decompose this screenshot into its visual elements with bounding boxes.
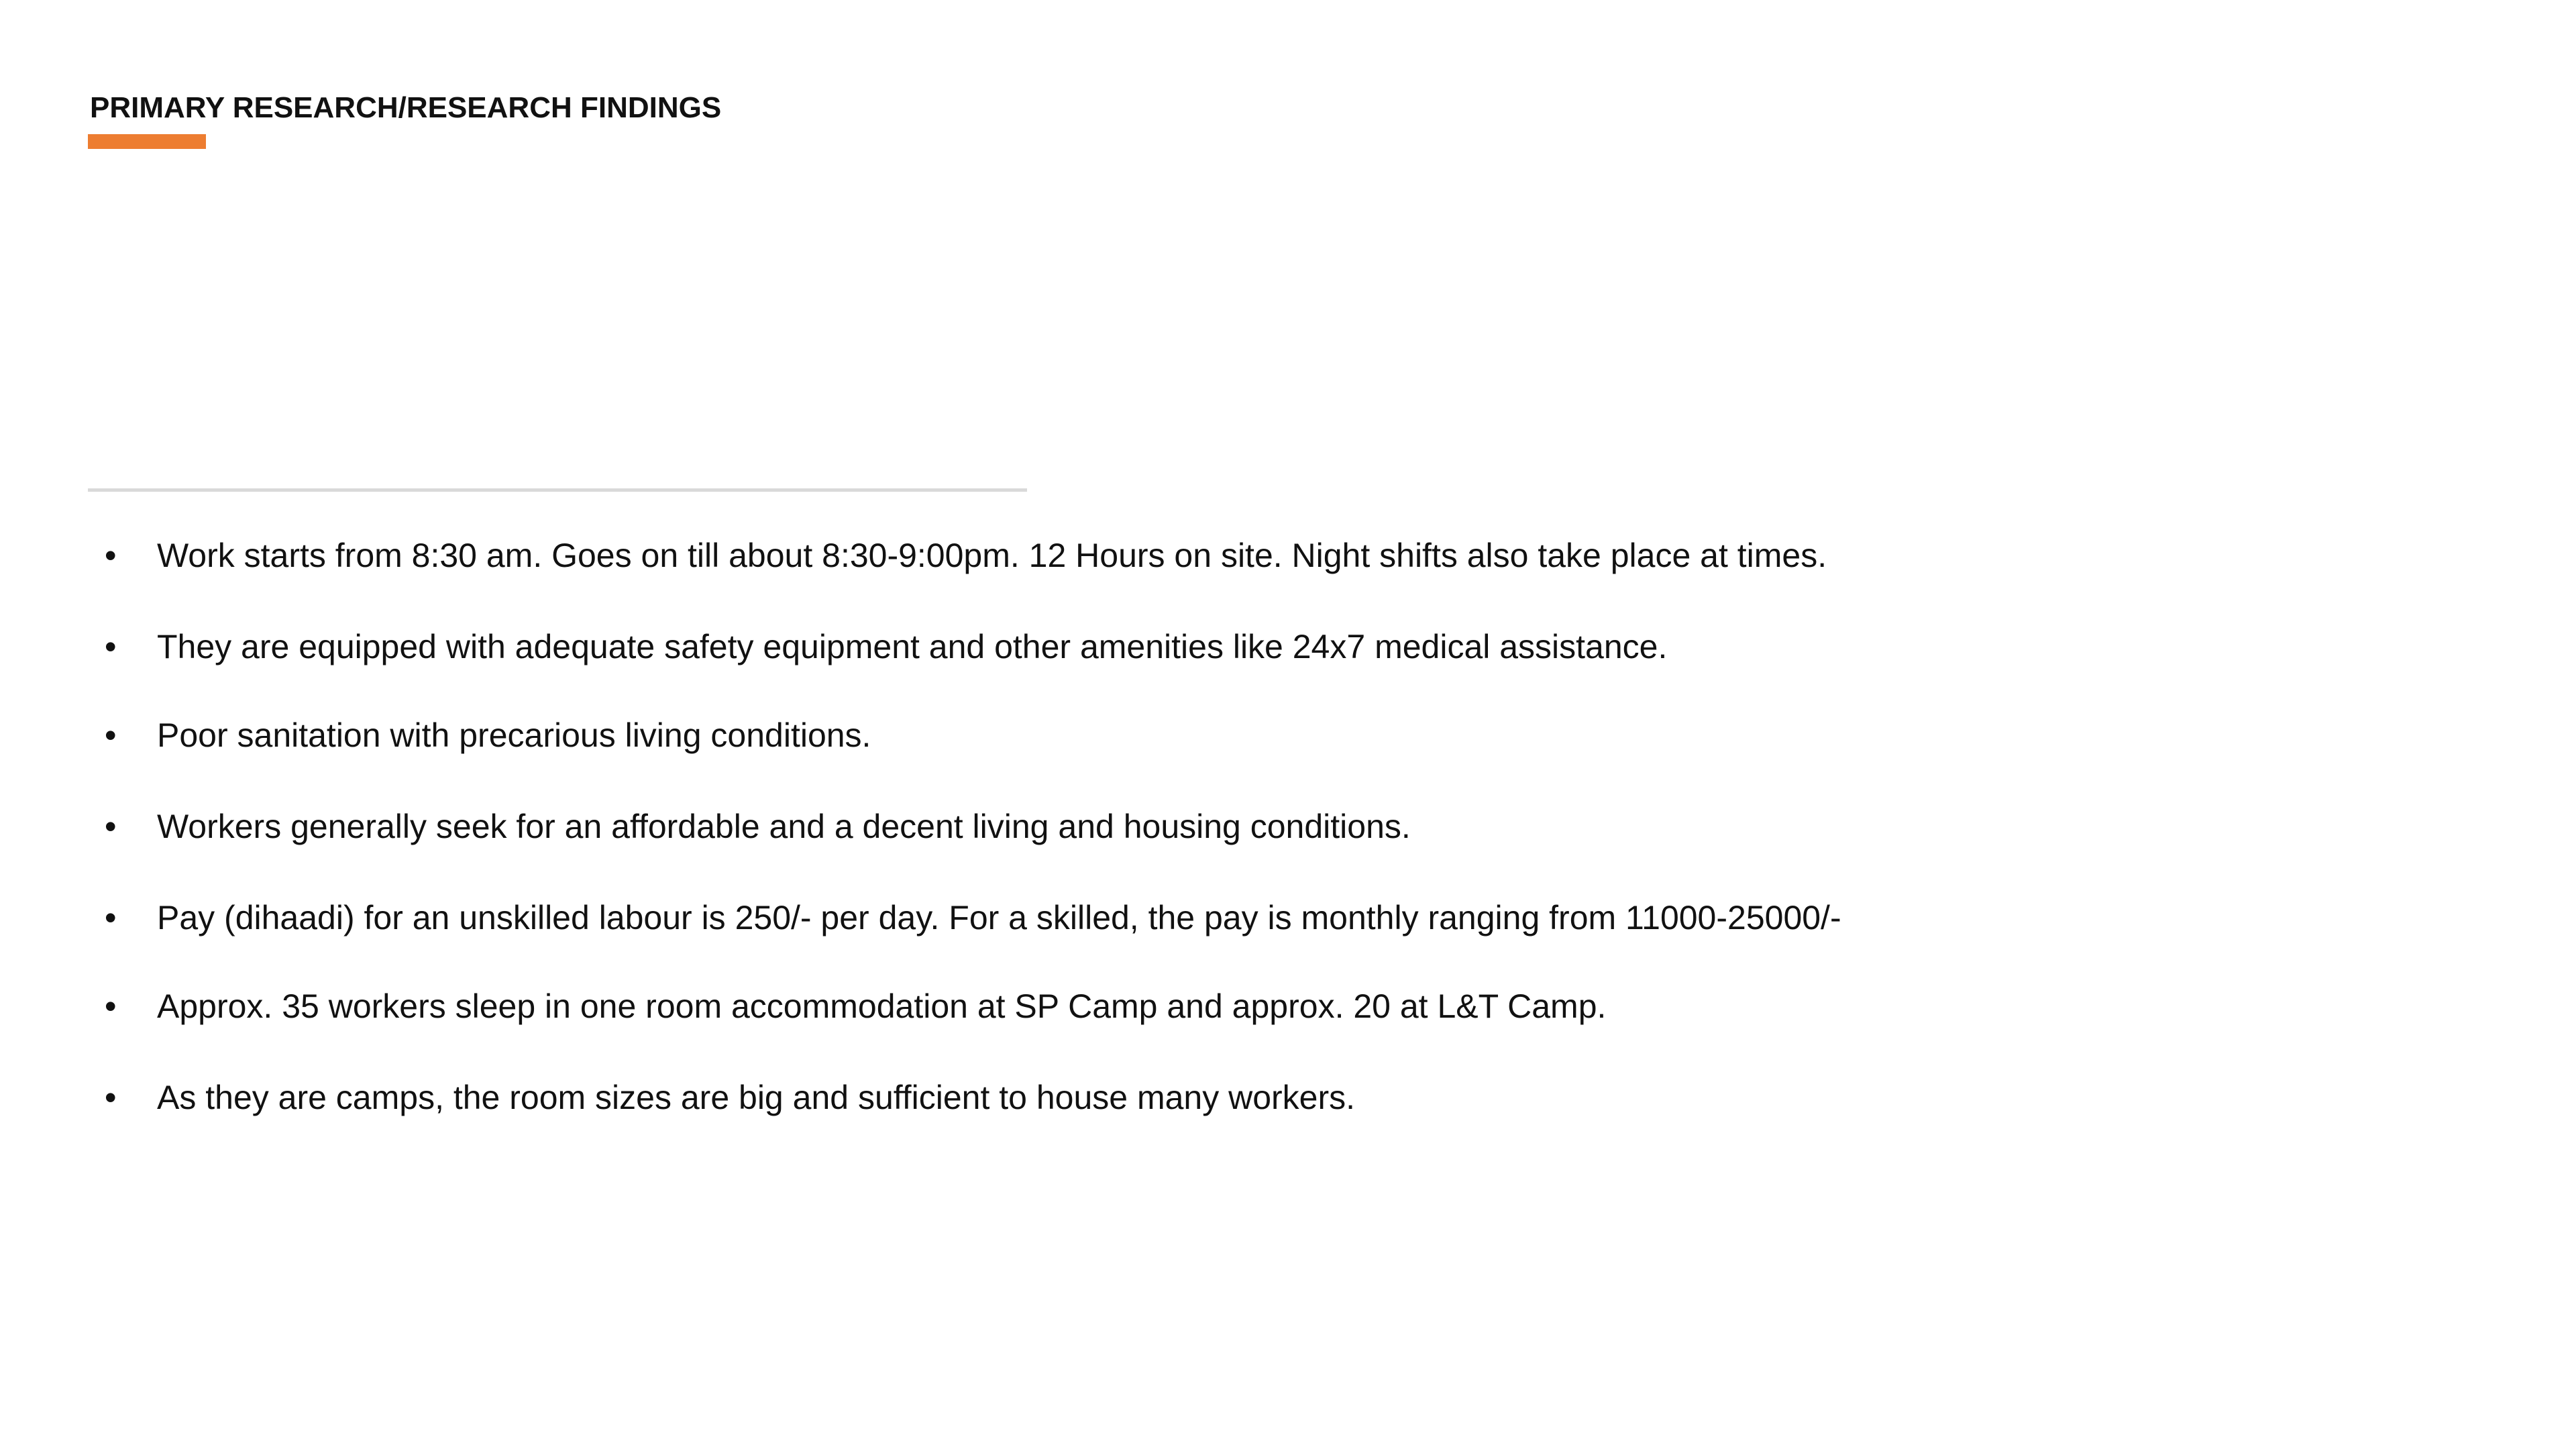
- bullet-icon: •: [105, 537, 117, 574]
- finding-item: [101, 530, 2314, 621]
- finding-item: [101, 621, 2314, 710]
- finding-text: Pay (dihaadi) for an unskilled labour is 250/- per day. For a skilled, the pay is monthly ranging from 11000-25000/-: [157, 899, 1841, 936]
- bullet-icon: •: [105, 899, 117, 936]
- bullet-icon: •: [105, 808, 117, 845]
- finding-item: [101, 981, 2314, 1072]
- findings-list: [101, 530, 2314, 1163]
- finding-text: As they are camps, the room sizes are big and sufficient to house many workers.: [157, 1079, 1356, 1116]
- finding-item: [101, 710, 2314, 801]
- finding-text: They are equipped with adequate safety equipment and other amenities like 24x7 medical assistance.: [157, 628, 1668, 665]
- divider-line: [88, 488, 1027, 492]
- finding-text: Workers generally seek for an affordable and a decent living and housing conditions.: [157, 808, 1411, 845]
- finding-item: [101, 892, 2314, 981]
- bullet-icon: •: [105, 1079, 117, 1116]
- section-title: PRIMARY RESEARCH/RESEARCH FINDINGS: [90, 91, 722, 124]
- finding-text: Poor sanitation with precarious living conditions.: [157, 716, 871, 754]
- title-accent-bar: [88, 134, 206, 149]
- finding-item: [101, 801, 2314, 892]
- finding-text: Approx. 35 workers sleep in one room accommodation at SP Camp and approx. 20 at L&T Camp.: [157, 987, 1607, 1025]
- finding-item: [101, 1072, 2314, 1163]
- bullet-icon: •: [105, 716, 117, 754]
- bullet-icon: •: [105, 628, 117, 665]
- bullet-icon: •: [105, 987, 117, 1025]
- finding-text: Work starts from 8:30 am. Goes on till about 8:30-9:00pm. 12 Hours on site. Night shifts also take place at times.: [157, 537, 1827, 574]
